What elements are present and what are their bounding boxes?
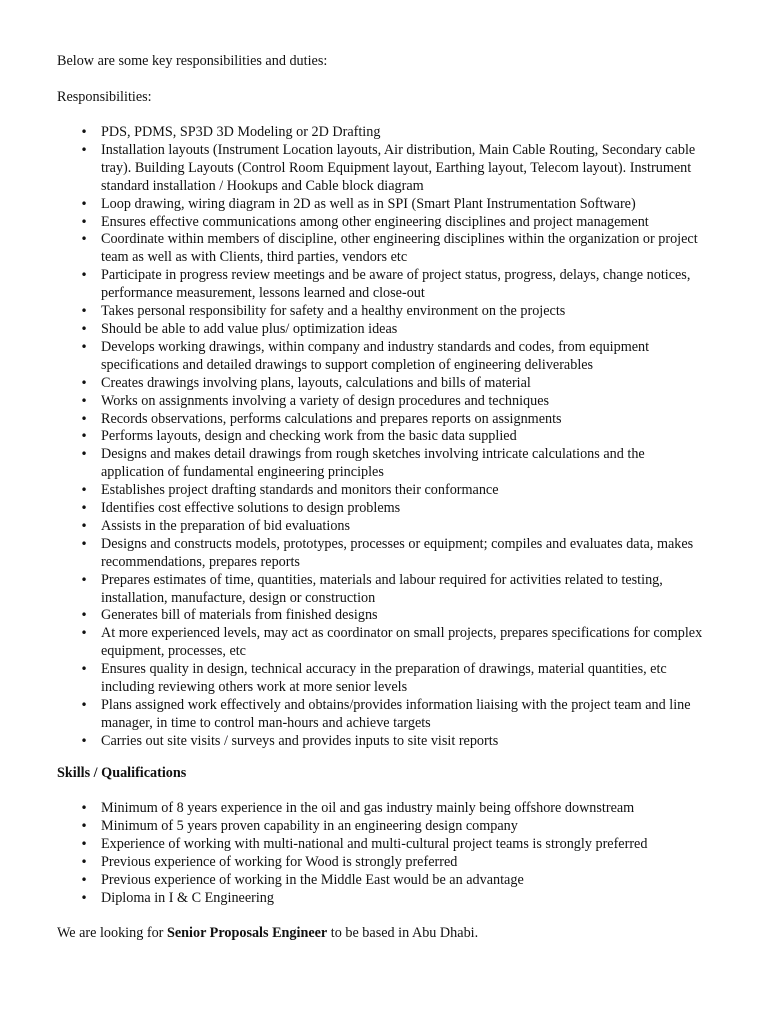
bullet-icon: • bbox=[80, 411, 88, 426]
skill-item bbox=[80, 889, 711, 908]
responsibility-item bbox=[80, 535, 711, 572]
responsibility-item bbox=[80, 446, 711, 482]
bullet-icon: • bbox=[80, 142, 88, 157]
responsibility-item bbox=[80, 231, 711, 267]
skills-list bbox=[80, 800, 711, 907]
skill-item-text: Minimum of 8 years experience in the oil and gas industry mainly being offshore downstream bbox=[101, 800, 635, 816]
bullet-icon: • bbox=[80, 483, 88, 498]
responsibility-item-text: Installation layouts (Instrument Location layouts, Air distribution, Main Cable Routing, Secondary cable tray). Building Layouts (Control Room Equipment layout, Earthing layout, Telecom layout). Instrument standard installation / Hookups and Cable block diagram bbox=[101, 141, 696, 194]
bullet-icon: • bbox=[80, 321, 88, 336]
responsibility-item-text: Loop drawing, wiring diagram in 2D as well as in SPI (Smart Plant Instrumentation Software) bbox=[101, 195, 636, 212]
closing-suffix: to be based in Abu Dhabi. bbox=[327, 925, 479, 941]
responsibility-item bbox=[80, 141, 711, 196]
bullet-icon: • bbox=[80, 268, 88, 283]
responsibility-item-text: Coordinate within members of discipline, other engineering disciplines within the organization or project team as well as with Clients, third parties, vendors etc bbox=[101, 231, 698, 266]
responsibility-item bbox=[80, 517, 711, 536]
responsibility-item-text: Assists in the preparation of bid evaluations bbox=[101, 517, 351, 534]
responsibility-item bbox=[80, 124, 711, 142]
skill-item-text: Experience of working with multi-national and multi-cultural project teams is strongly preferred bbox=[101, 835, 648, 852]
responsibility-item bbox=[80, 338, 711, 375]
skill-item-text: Minimum of 5 years proven capability in an engineering design company bbox=[101, 817, 518, 834]
responsibility-item bbox=[80, 320, 711, 339]
responsibility-item-text: Designs and constructs models, prototypes, processes or equipment; compiles and evaluates data, makes recommendations, prepares reports bbox=[101, 535, 694, 570]
responsibility-item bbox=[80, 482, 711, 500]
closing-prefix: We are looking for bbox=[57, 925, 167, 941]
bullet-icon: • bbox=[80, 447, 88, 462]
responsibility-item bbox=[80, 303, 711, 321]
responsibility-item-text: Records observations, performs calculations and prepares reports on assignments bbox=[101, 410, 562, 427]
bullet-icon: • bbox=[80, 232, 88, 247]
responsibility-item-text: Should be able to add value plus/ optimization ideas bbox=[101, 320, 398, 337]
responsibility-item bbox=[80, 625, 711, 661]
bullet-icon: • bbox=[80, 608, 88, 623]
bullet-icon: • bbox=[80, 626, 88, 641]
responsibility-item-text: Ensures quality in design, technical accuracy in the preparation of drawings, material quantities, etc including reviewing others work at more senior levels bbox=[101, 661, 667, 696]
bullet-icon: • bbox=[80, 214, 88, 229]
bullet-icon: • bbox=[80, 890, 88, 905]
responsibility-item-text: Creates drawings involving plans, layouts, calculations and bills of material bbox=[101, 374, 531, 391]
bullet-icon: • bbox=[80, 196, 88, 211]
closing-text bbox=[57, 925, 717, 943]
responsibility-item-text: Participate in progress review meetings and be aware of project status, progress, delays, change notices, performance measurement, lessons learned and close-out bbox=[101, 267, 691, 302]
closing-role: Senior Proposals Engineer bbox=[166, 925, 328, 941]
responsibility-item bbox=[80, 732, 711, 751]
bullet-icon: • bbox=[80, 304, 88, 319]
bullet-icon: • bbox=[80, 872, 88, 887]
bullet-icon: • bbox=[80, 698, 88, 712]
responsibility-item-text: Works on assignments involving a variety of design procedures and techniques bbox=[101, 392, 550, 409]
bullet-icon: • bbox=[80, 518, 88, 533]
bullet-icon: • bbox=[80, 733, 88, 748]
responsibility-item-text: Takes personal responsibility for safety and a healthy environment on the projects bbox=[101, 303, 566, 320]
responsibility-item-text: Designs and makes detail drawings from rough sketches involving intricate calculations and the application of fundamental engineering principles bbox=[101, 446, 645, 481]
bullet-icon: • bbox=[80, 572, 88, 587]
skill-item bbox=[80, 817, 711, 836]
skill-item-text: Previous experience of working in the Middle East would be an advantage bbox=[101, 871, 524, 888]
responsibility-item-text: Carries out site visits / surveys and provides inputs to site visit reports bbox=[101, 732, 499, 749]
responsibility-item bbox=[80, 607, 711, 625]
skill-item-text: Previous experience of working for Wood is strongly preferred bbox=[101, 853, 458, 870]
responsibility-item bbox=[80, 195, 711, 214]
responsibility-item-text: Plans assigned work effectively and obtains/provides information liaising with the project team and line manager, in time to control man-hours and achieve targets bbox=[101, 697, 691, 731]
responsibility-item-text: PDS, PDMS, SP3D 3D Modeling or 2D Drafting bbox=[101, 124, 381, 140]
responsibility-item bbox=[80, 428, 711, 446]
bullet-icon: • bbox=[80, 375, 88, 390]
bullet-icon: • bbox=[80, 836, 88, 851]
responsibility-item bbox=[80, 697, 711, 733]
responsibility-item-text: Generates bill of materials from finished designs bbox=[101, 607, 378, 624]
responsibility-item-text: Performs layouts, design and checking work from the basic data supplied bbox=[101, 428, 517, 445]
responsibility-item bbox=[80, 500, 711, 518]
bullet-icon: • bbox=[80, 662, 88, 677]
responsibilities-heading: Responsibilities: bbox=[57, 89, 152, 105]
responsibility-item-text: Develops working drawings, within company and industry standards and codes, from equipment specifications and detailed drawings to support completion of engineering deliverables bbox=[101, 338, 650, 373]
skill-item bbox=[80, 800, 711, 818]
bullet-icon: • bbox=[80, 501, 88, 516]
responsibility-item-text: Prepares estimates of time, quantities, materials and labour required for activities related to testing, installation, manufacture, design or construction bbox=[101, 571, 663, 606]
skill-item bbox=[80, 835, 711, 854]
skill-item bbox=[80, 871, 711, 890]
responsibility-item-text: At more experienced levels, may act as coordinator on small projects, prepares specifications for complex equipment, processes, etc bbox=[101, 625, 703, 660]
bullet-icon: • bbox=[80, 801, 88, 815]
responsibilities-list bbox=[80, 124, 711, 751]
bullet-icon: • bbox=[80, 125, 88, 139]
skill-item bbox=[80, 853, 711, 872]
responsibility-item-text: Establishes project drafting standards and monitors their conformance bbox=[101, 482, 499, 499]
responsibility-item-text: Identifies cost effective solutions to design problems bbox=[101, 500, 401, 517]
responsibility-item bbox=[80, 213, 711, 232]
responsibility-item bbox=[80, 661, 711, 697]
bullet-icon: • bbox=[80, 339, 88, 354]
bullet-icon: • bbox=[80, 536, 88, 551]
responsibility-item bbox=[80, 571, 711, 608]
responsibility-item bbox=[80, 410, 711, 429]
responsibility-item bbox=[80, 392, 711, 411]
responsibility-item bbox=[80, 267, 711, 303]
skill-item-text: Diploma in I & C Engineering bbox=[101, 889, 274, 906]
responsibility-item-text: Ensures effective communications among other engineering disciplines and project management bbox=[101, 213, 649, 230]
bullet-icon: • bbox=[80, 818, 88, 833]
intro-text: Below are some key responsibilities and duties: bbox=[57, 53, 328, 69]
bullet-icon: • bbox=[80, 393, 88, 408]
bullet-icon: • bbox=[80, 854, 88, 869]
skills-heading: Skills / Qualifications bbox=[57, 765, 187, 781]
responsibility-item bbox=[80, 374, 711, 393]
bullet-icon: • bbox=[80, 429, 88, 444]
